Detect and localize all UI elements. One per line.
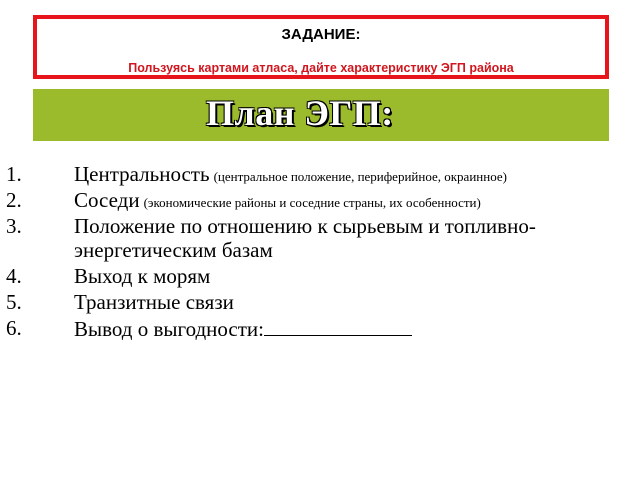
task-text: Пользуясь картами атласа, дайте характеристику ЭГП района [128,61,514,75]
list-item [0,264,640,288]
item-number: 3. [6,214,22,238]
item-title: Выход к морям [74,264,211,288]
task-box [33,15,609,79]
item-number: 1. [6,162,22,186]
list-item [0,316,640,341]
item-note: (центральное положение, периферийное, окраинное) [213,169,507,184]
answer-blank-line[interactable] [264,316,412,336]
list-item [0,214,640,262]
item-number: 5. [6,290,22,314]
item-title: Транзитные связи [74,290,234,314]
plan-title: План ЭГП: [206,93,394,133]
item-note: (экономические районы и соседние страны, их особенности) [143,195,481,210]
item-title: Положение по отношению к сырьевым и топливно-энергетическим базам [74,214,536,262]
item-title: Центральность [74,162,210,186]
list-item [0,162,640,186]
plan-list [0,162,640,341]
task-title: ЗАДАНИЕ: [281,26,361,43]
list-item [0,290,640,314]
item-number: 6. [6,316,22,340]
item-number: 4. [6,264,22,288]
item-title: Соседи [74,188,140,212]
plan-banner [33,89,609,141]
list-item [0,188,640,212]
item-title: Вывод о выгодности: [74,317,264,341]
item-number: 2. [6,188,22,212]
